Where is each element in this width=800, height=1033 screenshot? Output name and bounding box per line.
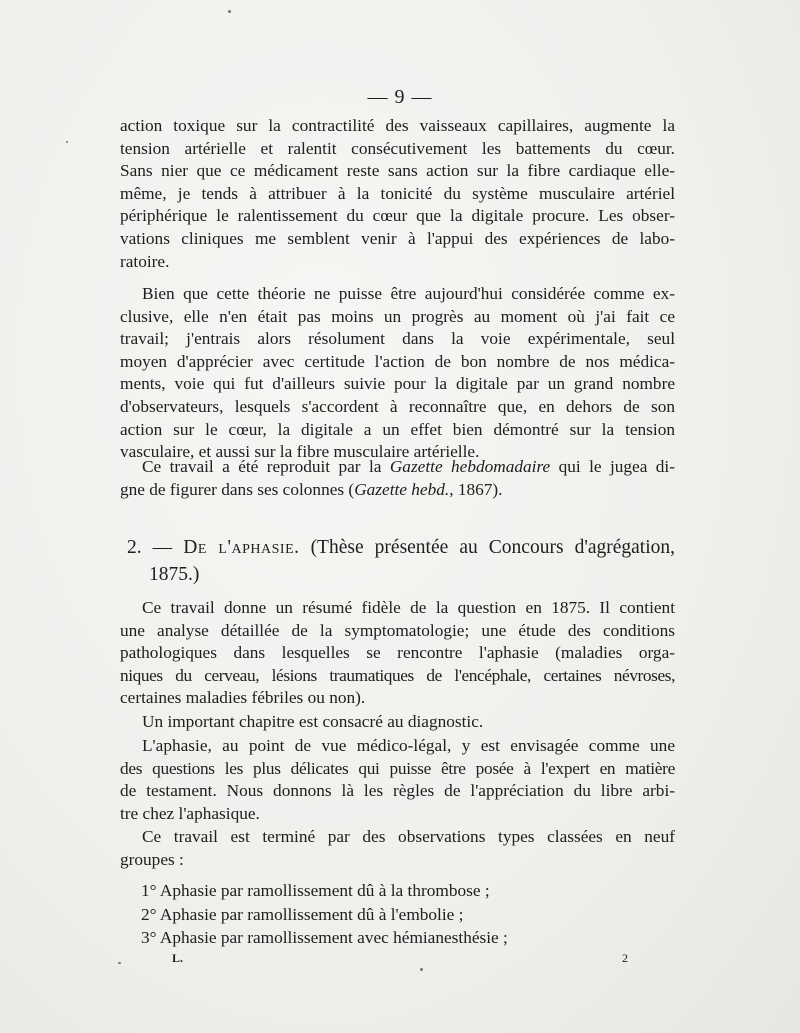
text-line: d'observateurs, lesquels s'accordent à reconnaître que, en dehors de son	[120, 396, 675, 416]
text-line: Bien que cette théorie ne puisse être aujourd'hui considérée comme ex-	[142, 284, 675, 303]
text-fragment: , 1867).	[449, 479, 503, 499]
section-heading-line	[127, 534, 675, 561]
text-line: travail; j'entrais alors résolument dans la voie expérimentale, seul	[120, 329, 675, 349]
text-line: moyen d'apprécier avec certitude l'action de bon nombre de nos médica-	[120, 351, 675, 371]
sheet-number: 2	[622, 951, 628, 965]
paper-speck	[420, 968, 423, 971]
list-item: 2° Aphasie par ramollissement dû à l'embolie ;	[141, 904, 464, 924]
text-line: ments, voie qui fut d'ailleurs suivie pour la digitale par un grand nombre	[120, 374, 675, 394]
paper-speck	[66, 141, 68, 143]
text-line: vations cliniques me semblent venir à l'appui des expériences de labo-	[120, 228, 675, 248]
page-number: — 9 —	[367, 86, 433, 108]
text-fragment: gne de figurer dans ses colonnes (	[120, 479, 355, 499]
paragraph-gazette	[120, 456, 675, 501]
text-line: clusive, elle n'en était pas moins un progrès au moment où j'ai fait ce	[120, 306, 675, 326]
paragraph-diagnostic	[120, 711, 675, 734]
text-line: ratoire.	[120, 251, 170, 271]
text-line: des questions les plus délicates qui puisse être posée à l'expert en matière	[120, 758, 675, 778]
text-line: de testament. Nous donnons là les règles de l'appréciation du libre arbi-	[120, 781, 675, 801]
paragraph-digitale-action	[120, 115, 675, 273]
section-title: De l'aphasie.	[183, 537, 300, 558]
text-fragment: qui le jugea di-	[550, 457, 675, 476]
text-line: action sur le cœur, la digitale a un effet bien démontré sur la tension	[120, 419, 675, 439]
text-line: périphérique le ralentissement du cœur que la digitale procure. Les obser-	[120, 206, 675, 226]
paper-speck	[118, 962, 121, 964]
text-line: action toxique sur la contractilité des vaisseaux capillaires, augmente la	[120, 116, 675, 135]
text-line: tre chez l'aphasique.	[120, 803, 260, 823]
text-line: vasculaire, et aussi sur la fibre musculaire artérielle.	[120, 442, 480, 462]
text-line: Sans nier que ce médicament reste sans action sur la fibre cardiaque elle-	[120, 161, 675, 181]
text-line: groupes :	[120, 849, 184, 869]
paragraph-theorie	[120, 283, 675, 464]
paragraph-observations	[120, 826, 675, 871]
text-line: Ce travail est terminé par des observations types classées en neuf	[142, 827, 675, 846]
text-line: certaines maladies fébriles ou non).	[120, 688, 366, 708]
paragraph-resume	[120, 597, 675, 710]
section-subtitle-continuation: 1875.)	[149, 564, 200, 585]
signature-mark: L.	[172, 951, 184, 965]
text-line: niques du cerveau, lésions traumatiques de l'encéphale, certaines névroses,	[120, 665, 675, 685]
section-number: 2. —	[127, 537, 173, 558]
section-heading	[127, 534, 675, 588]
text-line	[120, 479, 675, 502]
text-line: tension artérielle et ralentit consécutivement les battements du cœur.	[120, 138, 675, 158]
section-subtitle: (Thèse présentée au Concours d'agrégation,	[310, 537, 676, 558]
text-line: Un important chapitre est consacré au diagnostic.	[142, 712, 484, 731]
list-item: 3° Aphasie par ramollissement avec hémianesthésie ;	[141, 928, 508, 947]
text-line: L'aphasie, au point de vue médico-légal, y est envisagée comme une	[142, 736, 675, 755]
text-line: pathologiques dans lesquelles se rencontre l'aphasie (maladies orga-	[120, 643, 675, 663]
text-fragment: Ce travail a été reproduit par la	[142, 457, 390, 476]
text-line: Ce travail donne un résumé fidèle de la question en 1875. Il contient	[142, 598, 675, 617]
observation-groups-list	[141, 879, 508, 950]
text-line	[120, 456, 675, 479]
publication-title: Gazette hebd.	[354, 479, 450, 499]
text-line: même, je tends à attribuer à la tonicité du système musculaire artériel	[120, 183, 675, 203]
paper-speck	[228, 10, 231, 13]
text-line: une analyse détaillée de la symptomatologie; une étude des conditions	[120, 620, 675, 640]
list-item: 1° Aphasie par ramollissement dû à la thrombose ;	[141, 881, 490, 900]
publication-title: Gazette hebdomadaire	[389, 457, 551, 476]
paragraph-medico-legal	[120, 735, 675, 825]
